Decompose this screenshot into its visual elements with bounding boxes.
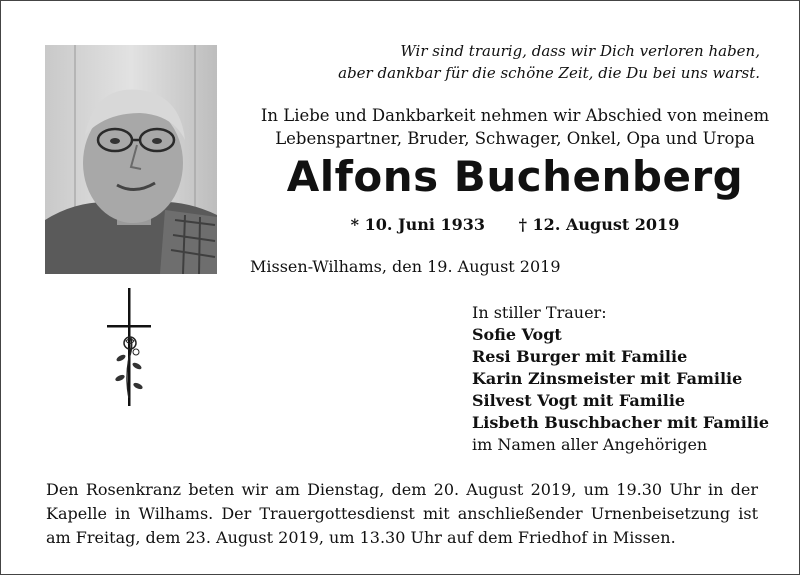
motto [300,40,760,84]
intro-line-1: In Liebe und Dankbarkeit nehmen wir Abschied von meinem [260,106,770,125]
mourner-name: Lisbeth Buschbacher mit Familie [472,413,770,432]
life-dates [255,215,775,234]
motto-line-2: aber dankbar für die schöne Zeit, die Du bei uns warst. [338,64,760,82]
mourners-list [472,302,769,456]
mourners-closing: im Namen aller Angehörigen [472,435,708,454]
motto-line-1: Wir sind traurig, dass wir Dich verloren haben, [400,42,760,60]
place-date: Missen-Wilhams, den 19. August 2019 [250,257,561,276]
mourner-name: Silvest Vogt mit Familie [472,391,686,410]
birth-date: * 10. Juni 1933 [350,215,486,234]
mourner-name: Resi Burger mit Familie [472,347,688,366]
mourner-name: Sofie Vogt [472,325,562,344]
mourner-name: Karin Zinsmeister mit Familie [472,369,743,388]
portrait-photo [45,45,217,274]
mourners-heading: In stiller Trauer: [472,303,607,322]
intro-line-2: Lebenspartner, Bruder, Schwager, Onkel, Opa und Uropa [275,129,755,148]
intro-text [255,104,775,150]
portrait-photo-image [45,45,217,274]
death-date: † 12. August 2019 [518,215,680,234]
cross-rose-icon [105,288,155,406]
deceased-name: Alfons Buchenberg [286,152,744,201]
service-details: Den Rosenkranz beten wir am Dienstag, dem 20. August 2019, um 19.30 Uhr in der Kapelle in Wilhams. Der Trauergottesdienst mit anschließender Urnenbeisetzung ist am Freitag, dem 23. August 2019, um 13.30 Uhr auf dem Friedhof in Missen. [46,480,758,547]
